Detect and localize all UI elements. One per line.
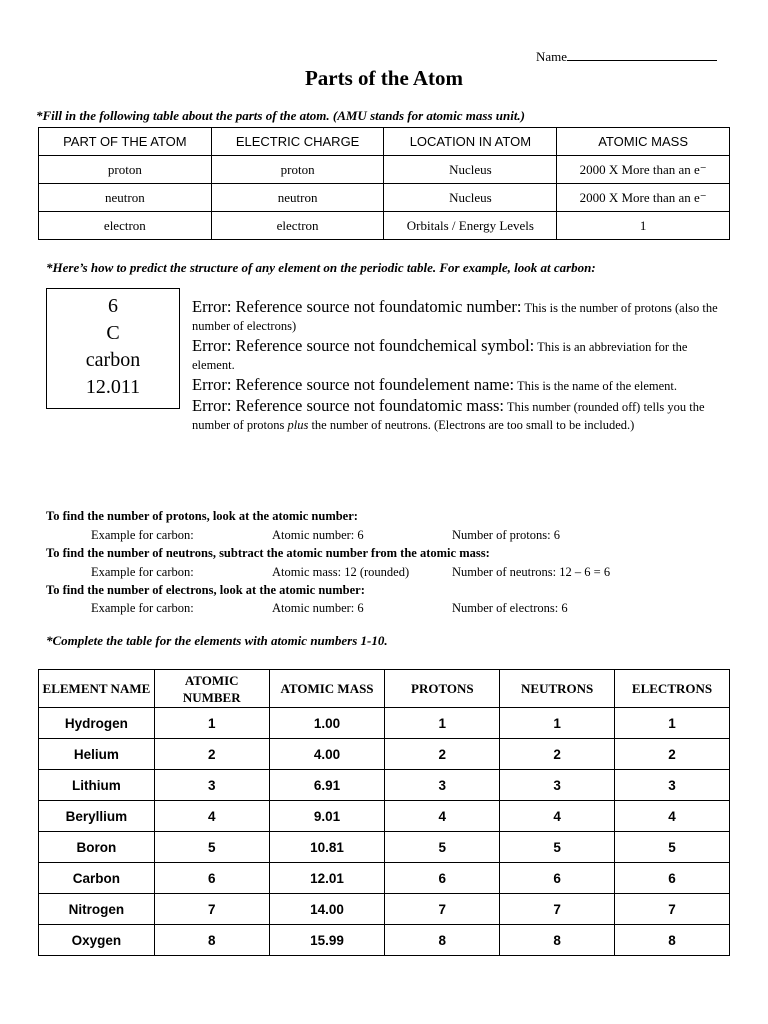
table-cell[interactable]: 6 [154, 863, 269, 894]
table-cell[interactable]: 8 [615, 925, 730, 956]
definition-term: element name: [417, 375, 515, 394]
table-cell[interactable]: Lithium [39, 770, 155, 801]
neutrons-heading: To find the number of neutrons, subtract the atomic number from the atomic mass: [46, 546, 490, 560]
instruction-elements-table: *Complete the table for the elements with atomic numbers 1-10. [46, 633, 388, 648]
definition-element-name [192, 376, 732, 395]
table-cell[interactable]: 4 [500, 801, 615, 832]
table-cell[interactable]: proton [211, 156, 384, 184]
table-cell[interactable]: proton [39, 156, 212, 184]
table-cell[interactable]: 2 [500, 739, 615, 770]
table-row [39, 832, 730, 863]
example-value: Atomic mass: 12 (rounded) [272, 565, 410, 579]
protons-heading: To find the number of protons, look at the atomic number: [46, 509, 358, 523]
definition-desc: This is the name of the element. [514, 379, 677, 393]
parts-of-atom-table [38, 127, 730, 240]
definitions-list [192, 298, 732, 436]
header-cell: LOCATION IN ATOM [384, 128, 557, 156]
ref-error-text: Error: Reference source not found [192, 297, 418, 316]
header-cell: ELEMENT NAME [39, 670, 155, 708]
table-cell[interactable]: 1 [500, 708, 615, 739]
table-cell[interactable]: 7 [385, 894, 500, 925]
carbon-name: carbon [85, 349, 141, 371]
table-cell[interactable]: electron [211, 212, 384, 240]
header-cell: ATOMIC NUMBER [154, 670, 269, 708]
elements-table-body [39, 708, 730, 956]
table-cell[interactable]: 15.99 [269, 925, 385, 956]
table-cell[interactable]: 1.00 [269, 708, 385, 739]
table-cell[interactable]: 10.81 [269, 832, 385, 863]
definition-term: chemical symbol: [417, 336, 535, 355]
table-row [39, 770, 730, 801]
table-cell[interactable]: 8 [385, 925, 500, 956]
table-cell[interactable]: Orbitals / Energy Levels [384, 212, 557, 240]
table-cell[interactable]: 2000 X More than an e⁻ [557, 156, 730, 184]
table-cell[interactable]: Carbon [39, 863, 155, 894]
table-cell[interactable]: Nucleus [384, 184, 557, 212]
definition-term: atomic number: [417, 297, 522, 316]
table-cell[interactable]: 6 [385, 863, 500, 894]
table-cell[interactable]: 7 [154, 894, 269, 925]
table-cell[interactable]: 2 [615, 739, 730, 770]
table-cell[interactable]: 4 [615, 801, 730, 832]
table-cell[interactable]: neutron [211, 184, 384, 212]
definition-desc: This number (rounded off) tells you the number of protons [192, 400, 705, 432]
table-row [39, 801, 730, 832]
name-blank-line[interactable] [567, 48, 717, 61]
ref-error-text: Error: Reference source not found [192, 375, 418, 394]
table-cell[interactable]: 1 [615, 708, 730, 739]
table-cell[interactable]: 7 [615, 894, 730, 925]
table-cell[interactable]: 4 [385, 801, 500, 832]
table-row [39, 156, 730, 184]
example-value: Atomic number: 6 [272, 601, 364, 615]
carbon-mass: 12.011 [85, 376, 141, 398]
table-cell[interactable]: Nucleus [384, 156, 557, 184]
name-field[interactable] [536, 48, 717, 65]
name-label: Name [536, 49, 568, 64]
table-cell[interactable]: 2 [154, 739, 269, 770]
header-cell: ATOMIC MASS [557, 128, 730, 156]
table-cell[interactable]: 1 [154, 708, 269, 739]
example-label: Example for carbon: [91, 601, 194, 615]
header-cell: NEUTRONS [500, 670, 615, 708]
instruction-table1: *Fill in the following table about the parts of the atom. (AMU stands for atomic mass unit.) [36, 108, 526, 123]
table-cell[interactable]: 5 [385, 832, 500, 863]
table-cell[interactable]: 4 [154, 801, 269, 832]
page-title: Parts of the Atom [304, 66, 464, 90]
electrons-heading: To find the number of electrons, look at the atomic number: [46, 583, 365, 597]
example-label: Example for carbon: [91, 565, 194, 579]
table-header-row [39, 128, 730, 156]
table-cell[interactable]: 6.91 [269, 770, 385, 801]
table-row [39, 739, 730, 770]
example-label: Example for carbon: [91, 528, 194, 542]
table-cell[interactable]: 8 [154, 925, 269, 956]
table-row [39, 708, 730, 739]
example-result: Number of protons: 6 [452, 528, 560, 542]
header-cell: PART OF THE ATOM [39, 128, 212, 156]
table-cell[interactable]: Beryllium [39, 801, 155, 832]
ref-error-text: Error: Reference source not found [192, 336, 418, 355]
table-cell[interactable]: 3 [500, 770, 615, 801]
table-cell[interactable]: 8 [500, 925, 615, 956]
definition-desc: This is an abbreviation for the element. [192, 340, 688, 372]
table-row [39, 894, 730, 925]
table-cell[interactable]: 2000 X More than an e⁻ [557, 184, 730, 212]
table-cell[interactable]: Boron [39, 832, 155, 863]
table-cell[interactable]: 5 [500, 832, 615, 863]
table-header-row [39, 670, 730, 708]
ref-error-text: Error: Reference source not found [192, 396, 418, 415]
table-cell[interactable]: 3 [154, 770, 269, 801]
definition-chemical-symbol [192, 337, 732, 374]
header-cell: PROTONS [385, 670, 500, 708]
table-row [39, 863, 730, 894]
table-cell[interactable]: electron [39, 212, 212, 240]
example-result: Number of electrons: 6 [452, 601, 568, 615]
header-cell: ATOMIC MASS [269, 670, 385, 708]
table-cell[interactable]: 2 [385, 739, 500, 770]
carbon-symbol: C [106, 322, 120, 344]
example-value: Atomic number: 6 [272, 528, 364, 542]
table-cell[interactable]: Helium [39, 739, 155, 770]
definition-atomic-mass [192, 397, 732, 434]
table-cell[interactable]: 4.00 [269, 739, 385, 770]
table-cell[interactable]: neutron [39, 184, 212, 212]
table-cell[interactable]: Hydrogen [39, 708, 155, 739]
elements-table [38, 669, 730, 956]
definition-desc: This is the number of protons (also the number of electrons) [192, 301, 718, 333]
table-cell[interactable]: 3 [615, 770, 730, 801]
table-cell[interactable]: 14.00 [269, 894, 385, 925]
table-cell[interactable]: Oxygen [39, 925, 155, 956]
table-cell[interactable]: Nitrogen [39, 894, 155, 925]
instruction-carbon-example: *Here’s how to predict the structure of any element on the periodic table. For example, look at carbon: [46, 260, 596, 275]
header-cell: ELECTRONS [615, 670, 730, 708]
carbon-atomic-number: 6 [108, 295, 118, 317]
carbon-element-box [46, 288, 180, 409]
definition-desc: the number of neutrons. (Electrons are too small to be included.) [308, 418, 635, 432]
table-cell[interactable]: 6 [615, 863, 730, 894]
table-cell[interactable]: 7 [500, 894, 615, 925]
table-cell[interactable]: 6 [500, 863, 615, 894]
definition-emphasis: plus [287, 418, 309, 432]
table-cell[interactable]: 5 [615, 832, 730, 863]
table-cell[interactable]: 1 [557, 212, 730, 240]
table-cell[interactable]: 1 [385, 708, 500, 739]
table-row [39, 925, 730, 956]
table-cell[interactable]: 9.01 [269, 801, 385, 832]
find-instructions [46, 507, 746, 617]
example-result: Number of neutrons: 12 – 6 = 6 [452, 565, 611, 579]
table-row [39, 184, 730, 212]
table-cell[interactable]: 3 [385, 770, 500, 801]
header-cell: ELECTRIC CHARGE [211, 128, 384, 156]
definition-term: atomic mass: [417, 396, 505, 415]
table-cell[interactable]: 12.01 [269, 863, 385, 894]
table-row [39, 212, 730, 240]
table-cell[interactable]: 5 [154, 832, 269, 863]
definition-atomic-number [192, 298, 732, 335]
